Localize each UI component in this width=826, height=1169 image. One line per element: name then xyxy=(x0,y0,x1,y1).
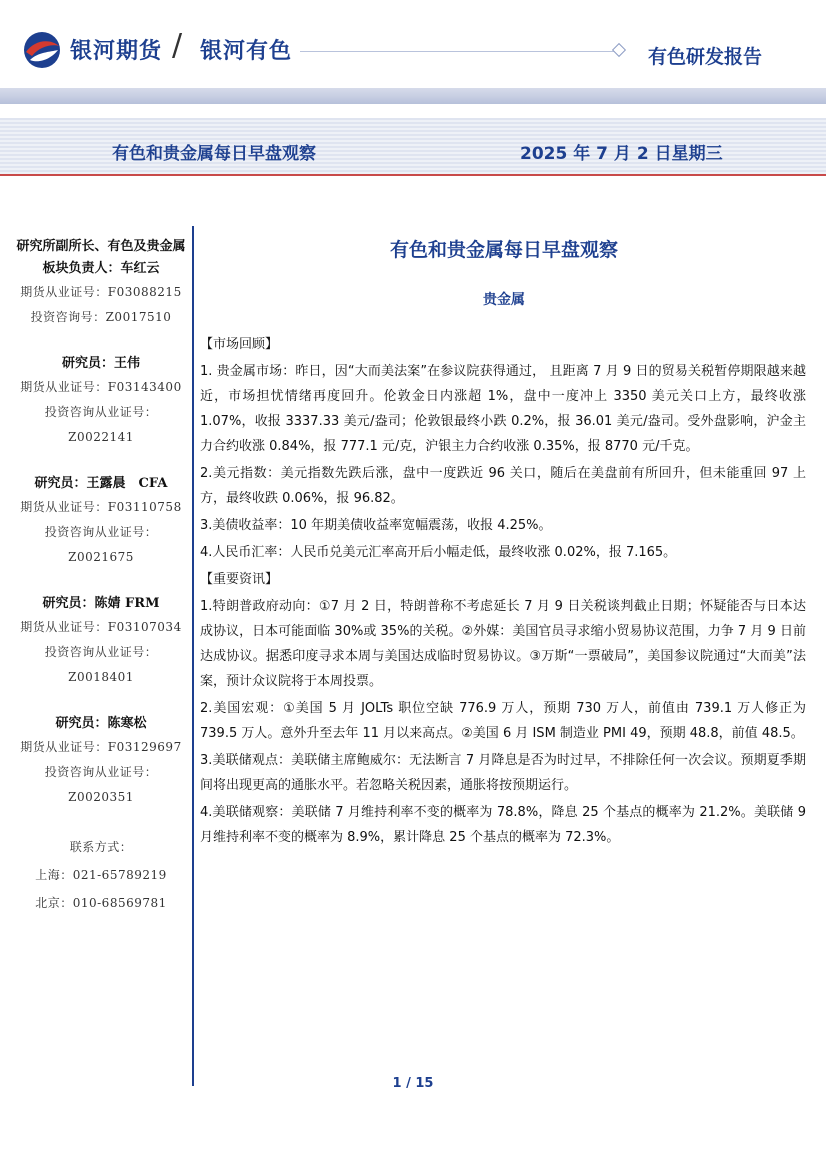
report-title: 有色和贵金属每日早盘观察 xyxy=(389,239,618,261)
analyst-name: 研究员：王露晨 CFA xyxy=(34,476,168,491)
analyst-name: 研究员：王伟 xyxy=(61,356,140,371)
analyst-license: 投资咨询从业证号： xyxy=(44,765,158,779)
news-paragraph: 2.美国宏观：①美国 5 月 JOLTs 职位空缺 776.9 万人，预期 730 万人，前值由 739.1 万人修正为 739.5 万人。意外升至去年 11 月以来高点。②美国 6 月 ISM 制造业 PMI 49，预期 48.8，前值 48.5。 xyxy=(200,701,806,741)
column-divider xyxy=(192,226,194,1086)
market-paragraph: 4.人民币汇率：人民币兑美元汇率高开后小幅走低，最终收涨 0.02%，报 7.165。 xyxy=(200,545,677,560)
contact-info xyxy=(14,833,188,917)
analyst-license: 投资咨询从业证号： xyxy=(44,525,158,539)
analyst-license: Z0021675 xyxy=(68,550,134,564)
analyst-card xyxy=(14,236,188,330)
analyst-license: 期货从业证号：F03129697 xyxy=(20,740,182,754)
contact-shanghai: 上海：021-65789219 xyxy=(35,868,167,882)
analyst-name: 研究所副所长、有色及贵金属板块负责人：车红云 xyxy=(16,239,186,276)
market-paragraph: 1. 贵金属市场：昨日，因“大而美法案”在参议院获得通过， 且距离 7 月 9 日的贸易关税暂停期限越来越近，市场担忧情绪再度回升。伦敦金日内涨超 1%，盘中一度冲上 3350 美元关口上方，最终收涨 1.07%，收报 3337.33 美元/盎司；伦敦银最终小跌 0.2%，报 36.01 美元/盎司。受外盘影响，沪金主力合约收涨 0.84%，报 777.1 元/克，沪银主力合约收涨 0.35%，报 8770 元/千克。 xyxy=(200,364,806,454)
title-band-underline xyxy=(0,174,826,176)
news-paragraph: 3.美联储观点：美联储主席鲍威尔：无法断言 7 月降息是否为时过早，不排除任何一次会议。预期夏季期间将出现更高的通胀水平。若忽略关税因素，通胀将按预期运行。 xyxy=(200,753,806,793)
market-paragraph: 3.美债收益率：10 年期美债收益率宽幅震荡，收报 4.25%。 xyxy=(200,518,552,533)
analyst-card xyxy=(14,473,188,570)
analyst-license: 期货从业证号：F03107034 xyxy=(20,620,182,634)
band-title: 有色和贵金属每日早盘观察 xyxy=(112,144,316,164)
analyst-sidebar xyxy=(14,236,188,917)
analyst-license: Z0020351 xyxy=(68,790,134,804)
header-divider xyxy=(300,51,620,52)
news-paragraph: 4.美联储观察：美联储 7 月维持利率不变的概率为 78.8%，降息 25 个基点的概率为 21.2%。美联储 9 月维持利率不变的概率为 8.9%，累计降息 25 个基点的概率为 72.3%。 xyxy=(200,805,806,845)
report-subtitle: 贵金属 xyxy=(483,292,525,308)
section-heading-market: 【市场回顾】 xyxy=(200,337,279,352)
analyst-card xyxy=(14,593,188,690)
band-date: 2025 年 7 月 2 日星期三 xyxy=(520,144,723,164)
header-stripe xyxy=(0,88,826,104)
report-body xyxy=(198,230,810,850)
galaxy-logo-icon xyxy=(22,30,62,70)
analyst-license: 投资咨询号：Z0017510 xyxy=(30,310,172,324)
diamond-icon xyxy=(612,43,626,57)
market-paragraph: 2.美元指数：美元指数先跌后涨，盘中一度跌近 96 关口，随后在美盘前有所回升，但未能重回 97 上方，最终收跌 0.06%，报 96.82。 xyxy=(200,466,806,506)
brand-separator: / xyxy=(172,28,183,63)
analyst-license: Z0022141 xyxy=(68,430,134,444)
report-type: 有色研发报告 xyxy=(647,46,762,68)
page-number: 1 / 15 xyxy=(392,1076,434,1091)
analyst-license: 期货从业证号：F03143400 xyxy=(20,380,182,394)
analyst-card xyxy=(14,353,188,450)
news-paragraph: 1.特朗普政府动向：①7 月 2 日，特朗普称不考虑延长 7 月 9 日关税谈判截止日期；怀疑能否与日本达成协议，日本可能面临 30%或 35%的关税。②外媒：美国官员寻求缩小贸易协议范围，力争 7 月 9 日前达成协议。据悉印度寻求本周与美国达成临时贸易协议。③万斯“一票破局”，美国参议院通过“大而美”法案，预计众议院将于本周投票。 xyxy=(200,599,806,689)
contact-beijing: 北京：010-68569781 xyxy=(35,896,167,910)
analyst-name: 研究员：陈婧 FRM xyxy=(42,596,160,611)
sub-brand-name: 银河有色 xyxy=(200,39,293,64)
analyst-license: 投资咨询从业证号： xyxy=(44,645,158,659)
analyst-license: 期货从业证号：F03088215 xyxy=(20,285,182,299)
analyst-license: 期货从业证号：F03110758 xyxy=(20,500,182,514)
analyst-license: Z0018401 xyxy=(68,670,134,684)
analyst-card xyxy=(14,713,188,810)
analyst-license: 投资咨询从业证号： xyxy=(44,405,158,419)
section-heading-news: 【重要资讯】 xyxy=(200,572,279,587)
brand-name: 银河期货 xyxy=(70,39,163,64)
contact-label: 联系方式： xyxy=(69,840,133,854)
page-header xyxy=(0,0,826,100)
analyst-name: 研究员：陈寒松 xyxy=(55,716,147,731)
